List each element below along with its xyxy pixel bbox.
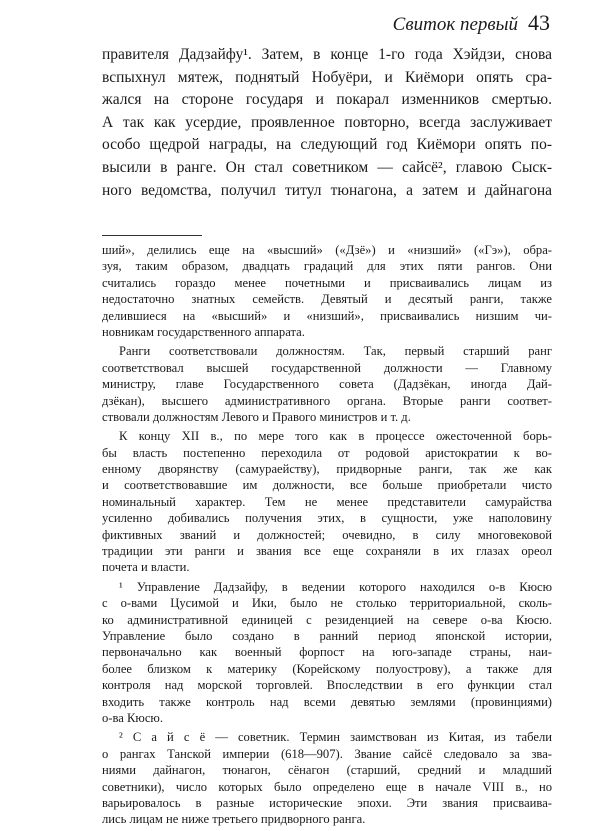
note-line: почета и власти. (102, 560, 190, 575)
footnote-continuation (102, 242, 552, 340)
text-line: ного ведомства, получил титул тюнагона, а затем и дайнагона (102, 181, 552, 199)
text-line: высили в ранге. Он стал советником — сайсё², главою Сыск- (102, 158, 552, 176)
note-line: и соответствовавшие им должности, все больше приобретали чисто (102, 478, 552, 493)
note-line: ² С а й с ё — советник. Термин заимствован из Китая, из табели (119, 730, 552, 745)
note-line: бы власть постепенно переходила от родовой аристократии к во- (102, 445, 552, 460)
note-line: усиленно добивались получения этих, в сущности, уже наполовину (102, 511, 552, 526)
footnote-paragraph (102, 428, 552, 576)
note-line: советники), число которых было определено еще в начале VIII в., но (102, 779, 552, 794)
text-line: правителя Дадзайфу¹. Затем, в конце 1-го года Хэйдзи, снова (102, 46, 552, 63)
note-line: ко административной единицей с резиденцией на севере о-ва Кюсю. (102, 612, 552, 627)
note-line: зуя, таким образом, двадцать градаций для этих пяти рангов. Они (102, 259, 552, 274)
text-line: А так как усердие, проявленное повторно, всегда заслуживает (102, 113, 552, 131)
note-line: дзёкан), высшего административного органа. Вторые ранги соответ- (102, 393, 552, 408)
note-line: о-ва Кюсю. (102, 710, 163, 725)
note-line: фиктивных званий и должностей; очевидно, в силу многовековой (102, 527, 552, 542)
note-line: контроля над морской торговлей. Впоследствии в его функции стал (102, 678, 552, 693)
note-line: новникам государственного аппарата. (102, 324, 305, 339)
note-line: Управление было создано в ранний период японской истории, (102, 628, 552, 643)
text-line: жался на стороне государя и покарал изменников смертью. (102, 91, 552, 109)
page-number: 43 (528, 10, 550, 35)
note-line: соответствовал высшей государственной должности — Главному (102, 360, 552, 375)
note-line: ниями дайнагон, тюнагон, сёнагон (старший, средний и младший (102, 763, 552, 778)
text-line: особо щедрой награды, на следующий год Киёмори опять по- (102, 136, 552, 154)
footnote-divider (102, 235, 202, 236)
running-head: Свиток первый (392, 14, 518, 35)
note-line: первоначально как военный форпост на юго-западе страны, наи- (102, 645, 552, 660)
footnote-paragraph (102, 343, 552, 425)
note-line: более близком к материку (Корейскому полуострову), а также для (102, 661, 552, 676)
note-line: ¹ Управление Дадзайфу, в ведении которого находился о-в Кюсю (119, 579, 552, 594)
note-line: входить также контроль над всеми девятью землями (провинциями) (102, 694, 552, 709)
note-line: считались гораздо менее почетными и присваивались лицам из (102, 275, 552, 290)
note-line: о рангах Танской империи (618—907). Звание сайсё следовало за зва- (102, 746, 552, 761)
note-line: ствовали должностям Левого и Правого министров и т. д. (102, 409, 411, 424)
footnotes (102, 242, 552, 831)
note-line: ший», делились еще на «высший» («Дзё») и «низший» («Гэ»), обра- (102, 243, 552, 257)
footnote-1 (102, 579, 552, 727)
note-line: номинальный характер. Тем не менее представители самурайства (102, 494, 552, 509)
note-line: делившиеся на «высший» и «низший», присваивались низшим чи- (102, 308, 552, 323)
note-line: Ранги соответствовали должностям. Так, первый старший ранг (119, 344, 552, 359)
page-header (393, 10, 550, 42)
text-line: вспыхнул мятеж, поднятый Нобуёри, и Киёмори опять сра- (102, 68, 552, 86)
note-line: варьировалось в разные исторические эпохи. Эти звания присваива- (102, 795, 552, 810)
note-line: К концу XII в., по мере того как в процессе ожесточенной борь- (119, 429, 552, 444)
footnote-2 (102, 729, 552, 827)
note-line: недостаточно знатных семейств. Девятый и десятый ранги, также (102, 292, 552, 307)
note-line: енному дворянству (самураейству), придворные ранги, так же как (102, 462, 552, 477)
note-line: с о-вами Цусимой и Ики, было не столько территориальной, сколь- (102, 596, 552, 611)
note-line: лись лицам не ниже третьего придворного ранга. (102, 812, 366, 827)
note-line: министру, главе Государственного совета (Дадзёкан, иногда Дай- (102, 377, 552, 392)
note-line: традиции эти ранги и звания все еще сохраняли в их глазах ореол (102, 544, 552, 559)
main-text (102, 44, 552, 202)
